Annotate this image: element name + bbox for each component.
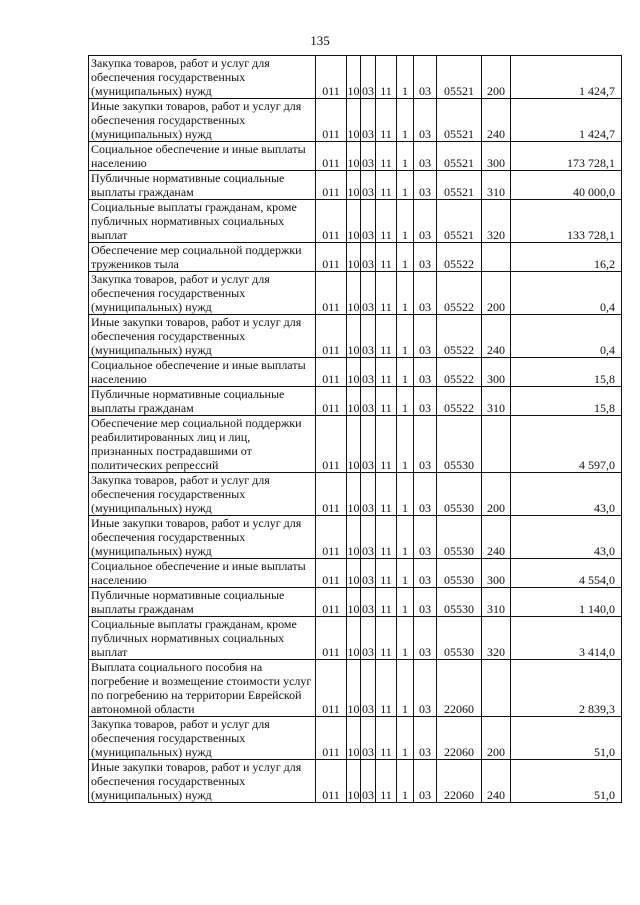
row-sum: 1 140,0 (511, 588, 622, 617)
row-csr-3: 03 (414, 56, 437, 99)
table-row (89, 99, 622, 142)
row-vr: 200 (482, 272, 511, 315)
row-pr: 03 (361, 760, 376, 803)
row-gr: 011 (316, 717, 347, 760)
row-csr-1: 11 (376, 315, 397, 358)
row-csr-2: 1 (397, 660, 414, 717)
row-name: Закупка товаров, работ и услуг для обеспечения государственных (муниципальных) нужд (89, 473, 316, 516)
row-pr: 03 (361, 588, 376, 617)
row-pr: 03 (361, 200, 376, 243)
row-vr: 240 (482, 99, 511, 142)
row-csr-4: 05521 (437, 171, 482, 200)
row-csr-3: 03 (414, 171, 437, 200)
row-vr (482, 243, 511, 272)
row-sum: 0,4 (511, 272, 622, 315)
row-gr: 011 (316, 588, 347, 617)
row-vr: 200 (482, 717, 511, 760)
row-csr-3: 03 (414, 142, 437, 171)
row-csr-3: 03 (414, 760, 437, 803)
table-row (89, 559, 622, 588)
row-csr-2: 1 (397, 56, 414, 99)
table-row (89, 760, 622, 803)
row-csr-3: 03 (414, 416, 437, 473)
row-csr-4: 05530 (437, 588, 482, 617)
row-csr-1: 11 (376, 243, 397, 272)
page-number: 135 (310, 33, 330, 48)
row-csr-2: 1 (397, 358, 414, 387)
row-rz: 10 (347, 358, 361, 387)
row-csr-1: 11 (376, 142, 397, 171)
row-vr: 200 (482, 473, 511, 516)
row-csr-3: 03 (414, 559, 437, 588)
row-csr-4: 05521 (437, 56, 482, 99)
table-row (89, 717, 622, 760)
row-csr-1: 11 (376, 516, 397, 559)
table-row (89, 315, 622, 358)
row-csr-1: 11 (376, 358, 397, 387)
row-csr-4: 05530 (437, 559, 482, 588)
row-pr: 03 (361, 56, 376, 99)
row-rz: 10 (347, 416, 361, 473)
row-rz: 10 (347, 617, 361, 660)
row-csr-3: 03 (414, 588, 437, 617)
row-gr: 011 (316, 142, 347, 171)
row-pr: 03 (361, 315, 376, 358)
row-sum: 4 554,0 (511, 559, 622, 588)
row-gr: 011 (316, 617, 347, 660)
row-csr-4: 05522 (437, 243, 482, 272)
row-name: Закупка товаров, работ и услуг для обеспечения государственных (муниципальных) нужд (89, 272, 316, 315)
row-sum: 15,8 (511, 358, 622, 387)
row-rz: 10 (347, 760, 361, 803)
table-row (89, 473, 622, 516)
row-name: Иные закупки товаров, работ и услуг для обеспечения государственных (муниципальных) нужд (89, 760, 316, 803)
row-rz: 10 (347, 99, 361, 142)
row-gr: 011 (316, 272, 347, 315)
budget-table (88, 55, 622, 803)
row-sum: 133 728,1 (511, 200, 622, 243)
row-pr: 03 (361, 416, 376, 473)
row-sum: 51,0 (511, 717, 622, 760)
row-name: Иные закупки товаров, работ и услуг для обеспечения государственных (муниципальных) нужд (89, 315, 316, 358)
row-rz: 10 (347, 588, 361, 617)
row-name: Социальное обеспечение и иные выплаты населению (89, 358, 316, 387)
row-csr-2: 1 (397, 416, 414, 473)
row-gr: 011 (316, 760, 347, 803)
row-sum: 15,8 (511, 387, 622, 416)
table-row (89, 387, 622, 416)
row-vr: 310 (482, 387, 511, 416)
row-pr: 03 (361, 358, 376, 387)
row-csr-2: 1 (397, 171, 414, 200)
row-csr-2: 1 (397, 473, 414, 516)
row-csr-3: 03 (414, 473, 437, 516)
row-csr-3: 03 (414, 358, 437, 387)
row-name: Закупка товаров, работ и услуг для обеспечения государственных (муниципальных) нужд (89, 56, 316, 99)
row-rz: 10 (347, 473, 361, 516)
row-pr: 03 (361, 473, 376, 516)
row-name: Социальное обеспечение и иные выплаты населению (89, 142, 316, 171)
row-gr: 011 (316, 200, 347, 243)
row-sum: 0,4 (511, 315, 622, 358)
table-row (89, 142, 622, 171)
row-vr (482, 660, 511, 717)
row-rz: 10 (347, 717, 361, 760)
table-row (89, 617, 622, 660)
row-name: Социальное обеспечение и иные выплаты населению (89, 559, 316, 588)
row-vr: 320 (482, 617, 511, 660)
row-name: Социальные выплаты гражданам, кроме публичных нормативных социальных выплат (89, 200, 316, 243)
row-csr-2: 1 (397, 387, 414, 416)
row-gr: 011 (316, 387, 347, 416)
row-pr: 03 (361, 142, 376, 171)
row-csr-3: 03 (414, 617, 437, 660)
row-csr-3: 03 (414, 243, 437, 272)
table-row (89, 272, 622, 315)
row-pr: 03 (361, 99, 376, 142)
row-gr: 011 (316, 56, 347, 99)
row-pr: 03 (361, 272, 376, 315)
row-sum: 43,0 (511, 516, 622, 559)
row-csr-4: 05521 (437, 142, 482, 171)
row-rz: 10 (347, 142, 361, 171)
row-csr-4: 22060 (437, 660, 482, 717)
row-csr-4: 05521 (437, 200, 482, 243)
row-csr-4: 05522 (437, 358, 482, 387)
row-csr-2: 1 (397, 200, 414, 243)
row-name: Публичные нормативные социальные выплаты гражданам (89, 171, 316, 200)
row-name: Закупка товаров, работ и услуг для обеспечения государственных (муниципальных) нужд (89, 717, 316, 760)
row-rz: 10 (347, 387, 361, 416)
table-row (89, 200, 622, 243)
row-gr: 011 (316, 416, 347, 473)
row-csr-2: 1 (397, 99, 414, 142)
row-pr: 03 (361, 559, 376, 588)
row-csr-1: 11 (376, 760, 397, 803)
table-row (89, 56, 622, 99)
table-row (89, 171, 622, 200)
row-csr-4: 05522 (437, 315, 482, 358)
row-csr-1: 11 (376, 660, 397, 717)
row-rz: 10 (347, 56, 361, 99)
row-csr-1: 11 (376, 171, 397, 200)
row-csr-3: 03 (414, 387, 437, 416)
table-row (89, 243, 622, 272)
row-sum: 43,0 (511, 473, 622, 516)
row-rz: 10 (347, 200, 361, 243)
row-csr-2: 1 (397, 142, 414, 171)
row-csr-1: 11 (376, 387, 397, 416)
row-csr-3: 03 (414, 660, 437, 717)
row-rz: 10 (347, 559, 361, 588)
row-csr-1: 11 (376, 559, 397, 588)
row-csr-1: 11 (376, 56, 397, 99)
row-vr: 300 (482, 358, 511, 387)
row-gr: 011 (316, 99, 347, 142)
row-name: Обеспечение мер социальной поддержки реабилитированных лиц и лиц, признанных пострадавшими от политических репрессий (89, 416, 316, 473)
row-name: Выплата социального пособия на погребение и возмещение стоимости услуг по погребению на территории Еврейской автономной области (89, 660, 316, 717)
row-csr-2: 1 (397, 717, 414, 760)
row-gr: 011 (316, 516, 347, 559)
row-gr: 011 (316, 660, 347, 717)
row-name: Иные закупки товаров, работ и услуг для обеспечения государственных (муниципальных) нужд (89, 99, 316, 142)
row-pr: 03 (361, 243, 376, 272)
row-sum: 2 839,3 (511, 660, 622, 717)
row-csr-4: 05530 (437, 516, 482, 559)
row-vr: 300 (482, 142, 511, 171)
row-vr: 240 (482, 516, 511, 559)
row-pr: 03 (361, 387, 376, 416)
row-vr (482, 416, 511, 473)
row-csr-1: 11 (376, 588, 397, 617)
row-name: Иные закупки товаров, работ и услуг для обеспечения государственных (муниципальных) нужд (89, 516, 316, 559)
row-csr-1: 11 (376, 416, 397, 473)
table-row (89, 516, 622, 559)
row-rz: 10 (347, 516, 361, 559)
row-csr-3: 03 (414, 272, 437, 315)
row-csr-4: 22060 (437, 760, 482, 803)
row-rz: 10 (347, 272, 361, 315)
row-csr-4: 22060 (437, 717, 482, 760)
row-gr: 011 (316, 243, 347, 272)
row-csr-2: 1 (397, 559, 414, 588)
table-row (89, 416, 622, 473)
row-sum: 4 597,0 (511, 416, 622, 473)
row-sum: 1 424,7 (511, 99, 622, 142)
row-csr-2: 1 (397, 516, 414, 559)
table-row (89, 660, 622, 717)
row-csr-3: 03 (414, 516, 437, 559)
row-csr-4: 05530 (437, 416, 482, 473)
row-rz: 10 (347, 315, 361, 358)
row-vr: 320 (482, 200, 511, 243)
row-rz: 10 (347, 660, 361, 717)
row-csr-3: 03 (414, 99, 437, 142)
row-csr-4: 05521 (437, 99, 482, 142)
table-body (89, 56, 622, 803)
row-sum: 3 414,0 (511, 617, 622, 660)
row-csr-2: 1 (397, 760, 414, 803)
row-gr: 011 (316, 559, 347, 588)
row-csr-1: 11 (376, 272, 397, 315)
row-sum: 173 728,1 (511, 142, 622, 171)
row-vr: 240 (482, 315, 511, 358)
row-csr-3: 03 (414, 315, 437, 358)
row-csr-2: 1 (397, 243, 414, 272)
row-vr: 200 (482, 56, 511, 99)
row-csr-1: 11 (376, 473, 397, 516)
row-gr: 011 (316, 358, 347, 387)
row-csr-3: 03 (414, 200, 437, 243)
row-pr: 03 (361, 617, 376, 660)
row-csr-1: 11 (376, 717, 397, 760)
row-sum: 1 424,7 (511, 56, 622, 99)
row-gr: 011 (316, 315, 347, 358)
row-csr-1: 11 (376, 99, 397, 142)
row-name: Публичные нормативные социальные выплаты гражданам (89, 588, 316, 617)
row-rz: 10 (347, 171, 361, 200)
row-csr-2: 1 (397, 588, 414, 617)
row-csr-4: 05522 (437, 387, 482, 416)
row-pr: 03 (361, 660, 376, 717)
table-row (89, 358, 622, 387)
row-gr: 011 (316, 473, 347, 516)
row-rz: 10 (347, 243, 361, 272)
row-csr-2: 1 (397, 272, 414, 315)
row-gr: 011 (316, 171, 347, 200)
row-sum: 16,2 (511, 243, 622, 272)
row-sum: 40 000,0 (511, 171, 622, 200)
row-csr-2: 1 (397, 617, 414, 660)
row-pr: 03 (361, 516, 376, 559)
row-csr-4: 05522 (437, 272, 482, 315)
row-vr: 300 (482, 559, 511, 588)
row-name: Публичные нормативные социальные выплаты гражданам (89, 387, 316, 416)
row-csr-3: 03 (414, 717, 437, 760)
row-pr: 03 (361, 171, 376, 200)
row-sum: 51,0 (511, 760, 622, 803)
row-csr-1: 11 (376, 200, 397, 243)
row-csr-2: 1 (397, 315, 414, 358)
table-row (89, 588, 622, 617)
row-vr: 240 (482, 760, 511, 803)
row-csr-4: 05530 (437, 617, 482, 660)
row-vr: 310 (482, 171, 511, 200)
row-pr: 03 (361, 717, 376, 760)
row-vr: 310 (482, 588, 511, 617)
row-name: Обеспечение мер социальной поддержки тружеников тыла (89, 243, 316, 272)
row-csr-4: 05530 (437, 473, 482, 516)
row-csr-1: 11 (376, 617, 397, 660)
row-name: Социальные выплаты гражданам, кроме публичных нормативных социальных выплат (89, 617, 316, 660)
